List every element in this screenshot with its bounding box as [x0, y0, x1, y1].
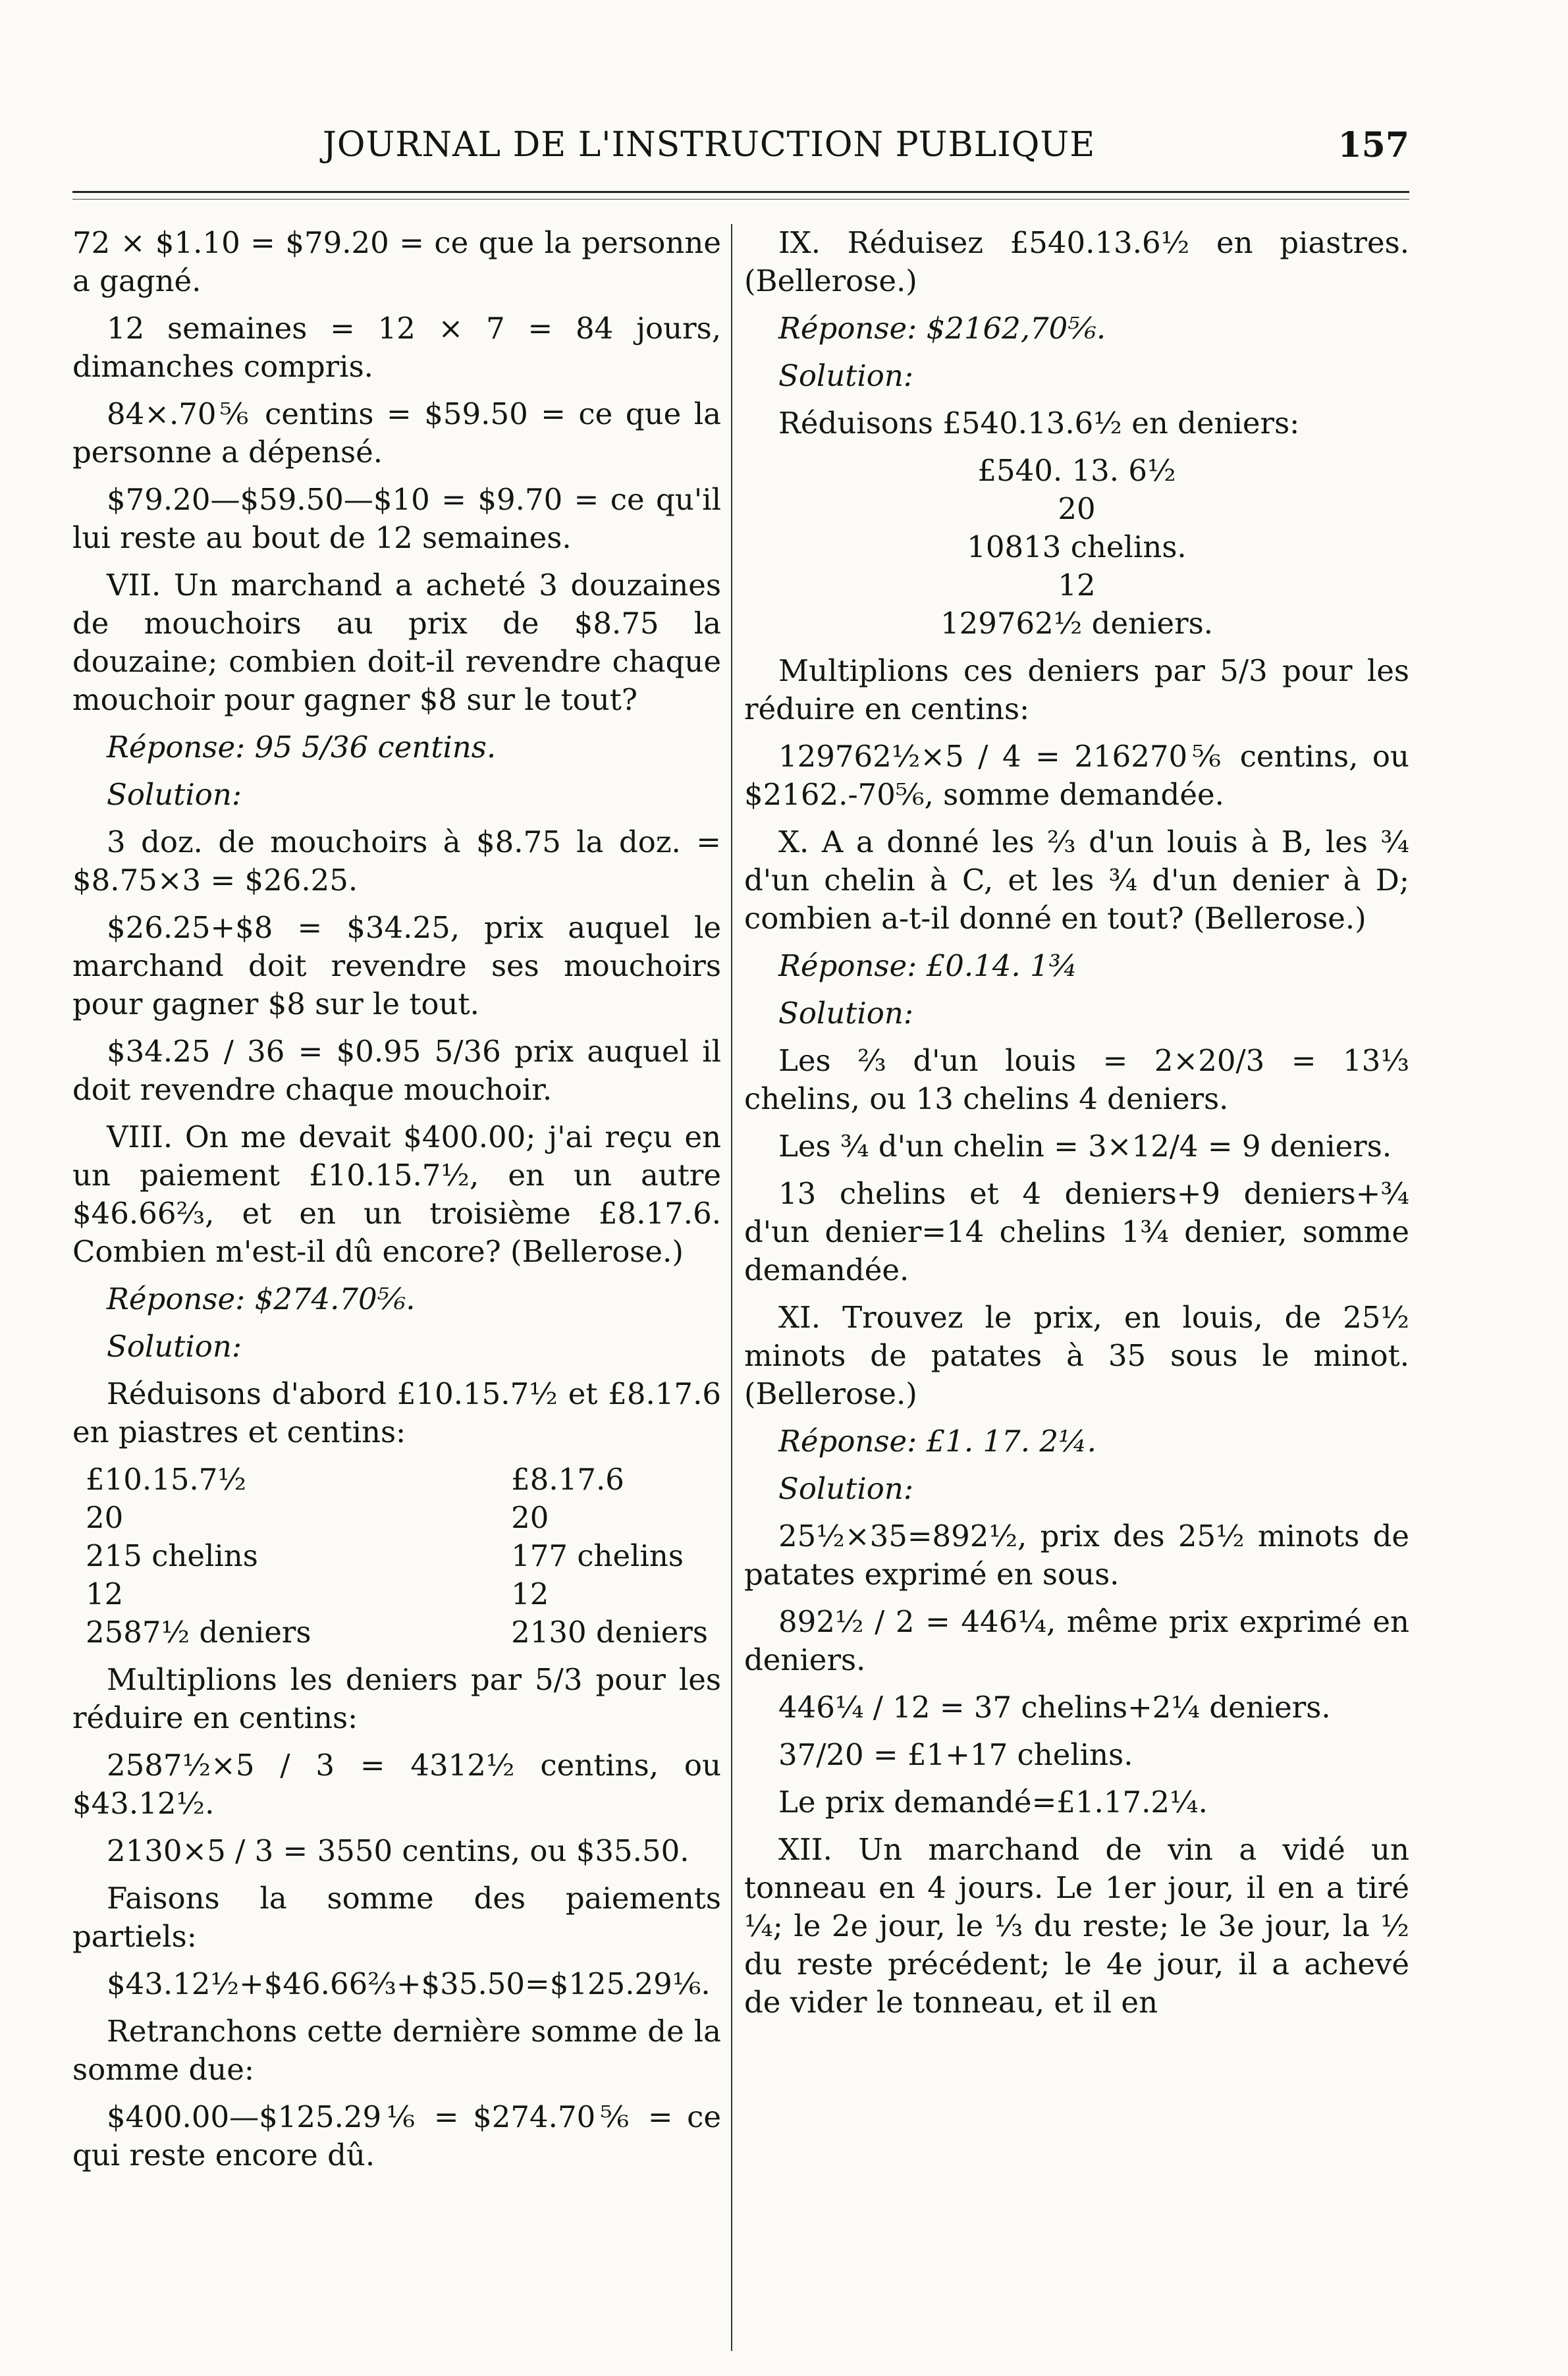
header-rule — [72, 191, 1409, 193]
equation: Les ⅔ d'un louis = 2×20/3 = 13⅓ chelins, ou 13 chelins 4 deniers. — [744, 1043, 1409, 1116]
paragraph: 72 × $1.10 = $79.20 = ce que la personne a gagné. — [72, 225, 721, 298]
conversion-calc-a: £10.15.7½ 20 215 chelins 12 2587½ deniers — [86, 1462, 311, 1650]
page-number: 157 — [1338, 125, 1409, 165]
solution-heading: Solution: — [778, 996, 914, 1031]
journal-title: JOURNAL DE L'INSTRUCTION PUBLIQUE — [323, 125, 1096, 165]
paragraph: $26.25+$8 = $34.25, prix auquel le marchand doit revendre ses mouchoirs pour gagner $8 sur le tout. — [72, 910, 721, 1021]
paragraph: 25½×35=892½, prix des 25½ minots de patates exprimé en sous. — [744, 1519, 1409, 1592]
paragraph: Réduisons £540.13.6½ en deniers: — [778, 406, 1300, 441]
equation: 37/20 = £1+17 chelins. — [778, 1737, 1133, 1772]
equation: $43.12½+$46.66⅔+$35.50=$125.29⅙. — [107, 1966, 711, 2001]
paragraph: 84×.70⅚ centins = $59.50 = ce que la personne a dépensé. — [72, 396, 721, 470]
problem-statement: XI. Trouvez le prix, en louis, de 25½ minots de patates à 35 sous le minot. (Bellerose.) — [744, 1300, 1409, 1411]
paragraph: $34.25 / 36 = $0.95 5/36 prix auquel il doit revendre chaque mouchoir. — [72, 1034, 721, 1107]
equation: 446¼ / 12 = 37 chelins+2¼ deniers. — [778, 1690, 1331, 1725]
answer: Réponse: 95 5/36 centins. — [107, 730, 497, 765]
answer: Réponse: $274.70⅚. — [107, 1282, 416, 1316]
solution-heading: Solution: — [778, 1471, 914, 1506]
header-rule-thin — [72, 199, 1409, 200]
paragraph: $79.20—$59.50—$10 = $9.70 = ce qu'il lui reste au bout de 12 semaines. — [72, 482, 721, 555]
solution-heading: Solution: — [107, 777, 242, 812]
equation: Les ¾ d'un chelin = 3×12/4 = 9 deniers. — [778, 1129, 1392, 1164]
paragraph: 12 semaines = 12 × 7 = 84 jours, dimanches compris. — [72, 311, 721, 384]
conversion-table — [86, 1461, 708, 1652]
paragraph: 13 chelins et 4 deniers+9 deniers+¾ d'un denier=14 chelins 1¾ denier, somme demandée. — [744, 1176, 1409, 1287]
paragraph: Faisons la somme des paiements partiels: — [72, 1881, 721, 1954]
equation: 892½ / 2 = 446¼, même prix exprimé en deniers. — [744, 1604, 1409, 1677]
column-divider — [731, 224, 732, 2351]
problem-statement: X. A a donné les ⅔ d'un louis à B, les ¾ d'un chelin à C, et les ¾ d'un denier à D; combien a-t-il donné en tout? (Bellerose.) — [744, 824, 1409, 936]
paragraph: 3 doz. de mouchoirs à $8.75 la doz. = $8.75×3 = $26.25. — [72, 824, 721, 898]
solution-heading: Solution: — [107, 1329, 242, 1364]
equation: $400.00—$125.29⅙ = $274.70⅚ = ce qui reste encore dû. — [72, 2099, 721, 2173]
running-header — [72, 125, 1409, 178]
right-column — [744, 224, 1409, 2031]
problem-statement: IX. Réduisez £540.13.6½ en piastres. (Bellerose.) — [744, 225, 1409, 298]
conversion-calc: £540. 13. 6½ 20 10813 chelins. 12 129762½ deniers. — [940, 453, 1214, 641]
equation: 2130×5 / 3 = 3550 centins, ou $35.50. — [107, 1833, 689, 1868]
paragraph: Multiplions ces deniers par 5/3 pour les réduire en centins: — [744, 653, 1409, 726]
answer: Réponse: £1. 17. 2¼. — [778, 1424, 1096, 1459]
answer: Réponse: £0.14. 1¾ — [778, 948, 1078, 983]
answer: Réponse: $2162,70⅚. — [778, 311, 1106, 346]
equation: 2587½×5 / 3 = 4312½ centins, ou $43.12½. — [72, 1748, 721, 1821]
paragraph: Réduisons d'abord £10.15.7½ et £8.17.6 en piastres et centins: — [72, 1376, 721, 1449]
problem-statement: VII. Un marchand a acheté 3 douzaines de mouchoirs au prix de $8.75 la douzaine; combien doit-il revendre chaque mouchoir pour gagner $8 sur le tout? — [72, 568, 721, 717]
paragraph: Le prix demandé=£1.17.2¼. — [778, 1785, 1208, 1820]
equation: 129762½×5 / 4 = 216270⅚ centins, ou $2162.-70⅚, somme demandée. — [744, 739, 1409, 812]
left-column — [72, 224, 721, 2184]
paragraph: Multiplions les deniers par 5/3 pour les réduire en centins: — [72, 1662, 721, 1735]
problem-statement: VIII. On me devait $400.00; j'ai reçu en un paiement £10.15.7½, en un autre $46.66⅔, et en un troisième £8.17.6. Combien m'est-il dû encore? (Bellerose.) — [72, 1120, 721, 1269]
paragraph: Retranchons cette dernière somme de la somme due: — [72, 2014, 721, 2087]
solution-heading: Solution: — [778, 358, 914, 393]
problem-statement: XII. Un marchand de vin a vidé un tonneau en 4 jours. Le 1er jour, il en a tiré ¼; le 2e jour, le ⅓ du reste; le 3e jour, la ½ du reste précédent; le 4e jour, il a achevé de vider le tonneau, et il en — [744, 1832, 1409, 2020]
conversion-calc-b: £8.17.6 20 177 chelins 12 2130 deniers — [511, 1462, 708, 1650]
